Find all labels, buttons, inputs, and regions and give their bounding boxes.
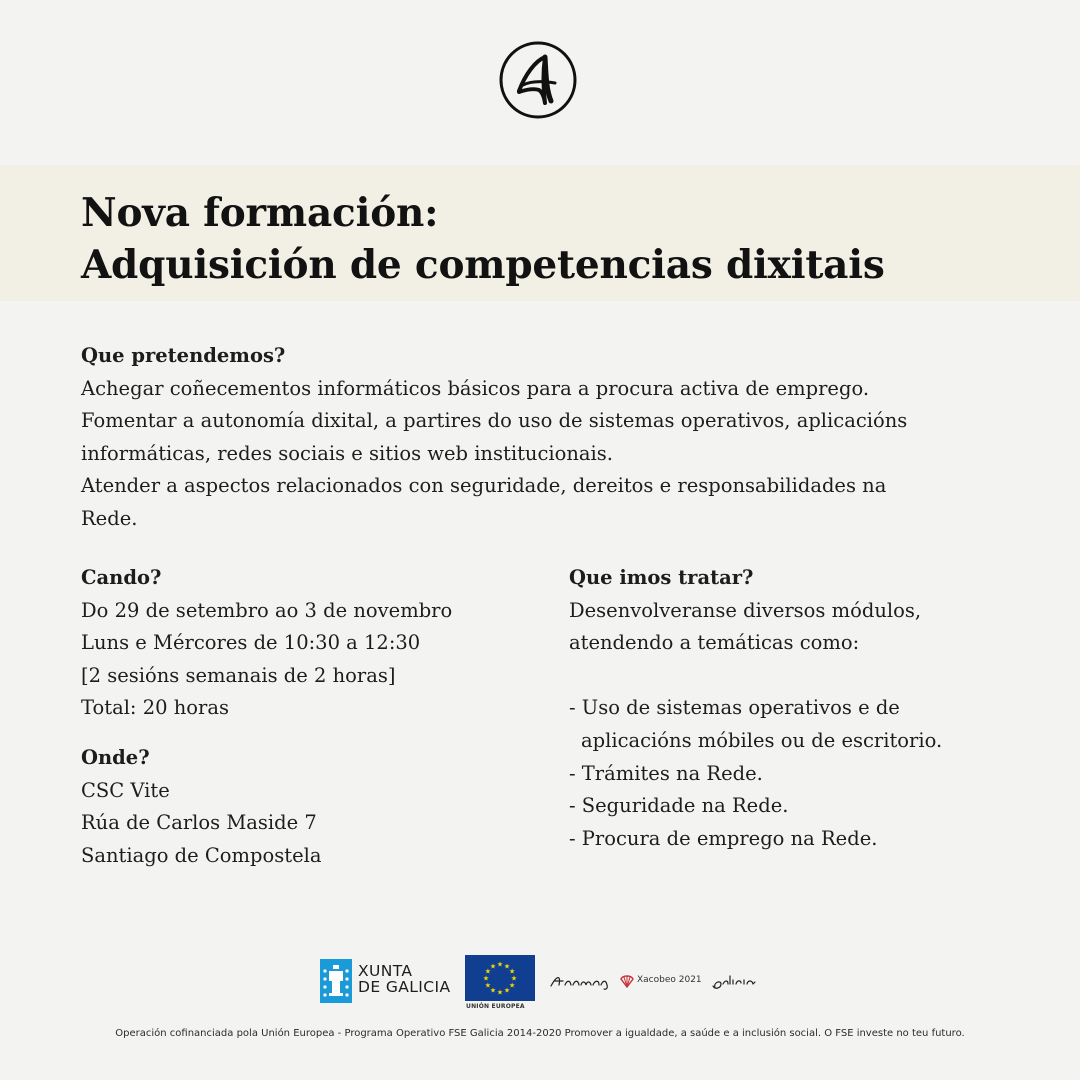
topics-intro-line: Desenvolveranse diversos módulos, (569, 598, 922, 622)
eu-star-icon: ★ (510, 974, 518, 983)
topics-intro-line: atendendo a temáticas como: (569, 631, 860, 655)
when-line: Do 29 de setembro ao 3 de novembro (81, 598, 453, 622)
eu-star-icon: ★ (508, 967, 516, 976)
where-line: CSC Vite (81, 778, 170, 802)
objectives-line: Fomentar a autonomía dixital, a partires do uso de sistemas operativos, aplicacións (81, 409, 908, 433)
xacobeo-shell-icon (619, 973, 635, 989)
objectives-line: informáticas, redes sociais e sitios web institucionais. (81, 441, 613, 465)
arraianas-logo (549, 971, 611, 993)
brand-logo (499, 41, 577, 119)
xunta-line-1: XUNTA (358, 962, 413, 980)
cofinancing-disclaimer: Operación cofinanciada pola Unión Europea - Programa Operativo FSE Galicia 2014-2020 Promover a igualdade, a saúde e a inclusión social. O FSE investe no teu futuro. (115, 1028, 965, 1039)
section-when (81, 562, 452, 725)
where-line: Santiago de Compostela (81, 843, 322, 867)
eu-star-icon: ★ (484, 981, 492, 990)
where-line: Rúa de Carlos Maside 7 (81, 811, 317, 835)
sponsor-logos (0, 955, 1080, 1015)
objectives-line: Atender a aspectos relacionados con seguridade, dereitos e responsabilidades na (81, 474, 887, 498)
brand-a-circle-icon (499, 41, 577, 119)
galicia-brand-logo (711, 970, 761, 994)
xunta-logo-text (358, 963, 450, 995)
xunta-line-2: DE GALICIA (358, 978, 451, 996)
eu-star-icon: ★ (496, 988, 504, 997)
topic-item: - Seguridade na Rede. (569, 794, 789, 818)
topic-item-continuation: aplicacións móbiles ou de escritorio. (581, 728, 943, 752)
eu-star-icon: ★ (496, 960, 504, 969)
topic-item: - Procura de emprego na Rede. (569, 826, 878, 850)
eu-label: UNIÓN EUROPEA (466, 1003, 525, 1010)
where-heading: Onde? (81, 746, 150, 769)
xunta-shield-icon (320, 959, 352, 1003)
when-line: [2 sesións semanais de 2 horas] (81, 663, 396, 687)
eu-star-icon: ★ (489, 962, 497, 971)
eu-star-icon: ★ (508, 981, 516, 990)
eu-star-icon: ★ (482, 974, 490, 983)
title-line-2: Adquisición de competencias dixitais (81, 242, 885, 288)
objectives-line: Achegar coñecementos informáticos básicos para a procura activa de emprego. (81, 376, 870, 400)
eu-star-icon: ★ (484, 967, 492, 976)
page-title (81, 187, 885, 291)
eu-star-icon: ★ (503, 962, 511, 971)
eu-flag-icon (465, 955, 535, 1001)
topic-item: - Trámites na Rede. (569, 761, 763, 785)
topic-item: - Uso de sistemas operativos e de (569, 696, 900, 720)
eu-star-icon: ★ (503, 986, 511, 995)
when-line: Total: 20 horas (81, 696, 229, 720)
objectives-line: Rede. (81, 506, 138, 530)
objectives-heading: Que pretendemos? (81, 344, 286, 367)
xacobeo-label: Xacobeo 2021 (637, 975, 702, 985)
section-objectives (81, 340, 1011, 536)
section-topics (569, 562, 942, 855)
when-heading: Cando? (81, 566, 162, 589)
when-line: Luns e Mércores de 10:30 a 12:30 (81, 631, 421, 655)
eu-star-icon: ★ (489, 986, 497, 995)
section-where (81, 742, 322, 872)
title-line-1: Nova formación: (81, 190, 439, 236)
topics-heading: Que imos tratar? (569, 566, 754, 589)
